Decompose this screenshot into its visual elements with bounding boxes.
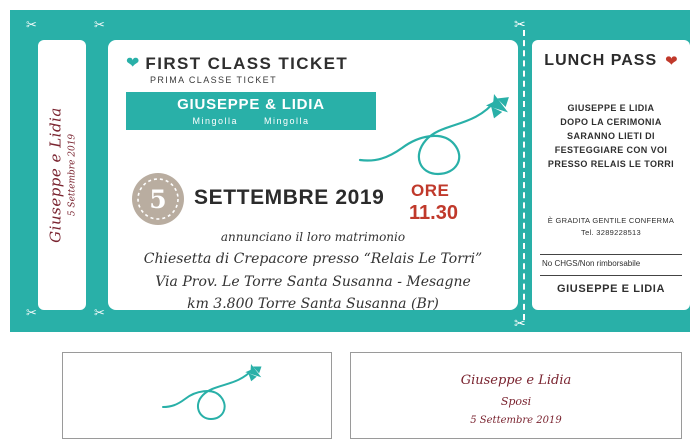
date-day: 5 [149,184,167,214]
confirmation-phone: Tel. 3289228513 [581,228,641,237]
lunch-body-line: GIUSEPPE E LIDIA [567,103,655,113]
address-line: Via Prov. Le Torre Santa Susanna - Mesagne [155,274,471,290]
scissors-icon: ✂ [26,17,37,32]
card-couple-names: Giuseppe e Lidia [460,373,572,388]
date-month-year: SETTEMBRE 2019 [194,186,385,209]
plane-heart-swirl-icon [159,359,269,433]
ticket-stub [38,40,86,310]
ticket-panel [10,10,690,332]
lunch-pass-header [532,52,690,70]
ticket-main-card [108,40,518,310]
venue-line: Chiesetta di Crepacore presso “Relais Le Torri” [143,251,483,267]
lunch-pass-footer: GIUSEPPE E LIDIA [556,283,665,295]
stub-text-block [47,107,78,243]
date-seal [130,171,186,227]
time-value: 11.30 [409,202,458,224]
lunch-pass-body [540,102,682,172]
stub-date: 5 Settembre 2019 [67,133,78,217]
perforation-line [523,30,525,320]
couple-names: GIUSEPPE & LIDIA [177,96,325,113]
lunch-confirmation [540,215,682,239]
stub-couple-names: Giuseppe e Lidia [46,107,65,243]
bottom-right-card [350,352,682,439]
couple-surnames [126,116,376,126]
bottom-left-card [62,352,332,439]
locality-line: km 3.800 Torre Santa Susanna (Br) [187,296,439,310]
heart-icon: ❤ [665,52,678,70]
scissors-icon: ✂ [94,305,105,320]
time-label: ORE [411,181,450,200]
surname-left: Mingolla [192,115,238,126]
lunch-body-line: SARANNO LIETI DI [567,130,655,141]
lunch-body-line: DOPO LA CERIMONIA [560,116,662,127]
scissors-icon: ✂ [26,305,37,320]
lunch-pass-card [532,40,690,310]
scissors-icon: ✂ [94,17,105,32]
couple-names-bar [126,92,376,130]
card-date: 5 Settembre 2019 [470,415,562,426]
divider [540,275,682,276]
card-sposi-label: Sposi [500,395,532,408]
first-class-title: FIRST CLASS TICKET [145,54,349,73]
scissors-icon: ✂ [514,16,526,32]
lunch-body-line: FESTEGGIARE CON VOI [554,144,668,155]
scissors-icon: ✂ [514,315,526,331]
lunch-pass-title: LUNCH PASS [544,52,658,69]
heart-icon: ❤ [126,55,140,72]
no-charges-note: No CHGS/Non rimborsabile [542,259,641,268]
first-class-subtitle: PRIMA CLASSE TICKET [150,75,277,85]
surname-right: Mingolla [264,115,310,126]
announcement-line: annunciano il loro matrimonio [220,230,406,244]
first-class-header [126,54,348,74]
lunch-body-line: PRESSO RELAIS LE TORRI [547,158,675,169]
confirmation-request: È GRADITA GENTILE CONFERMA [547,216,675,225]
divider [540,254,682,255]
